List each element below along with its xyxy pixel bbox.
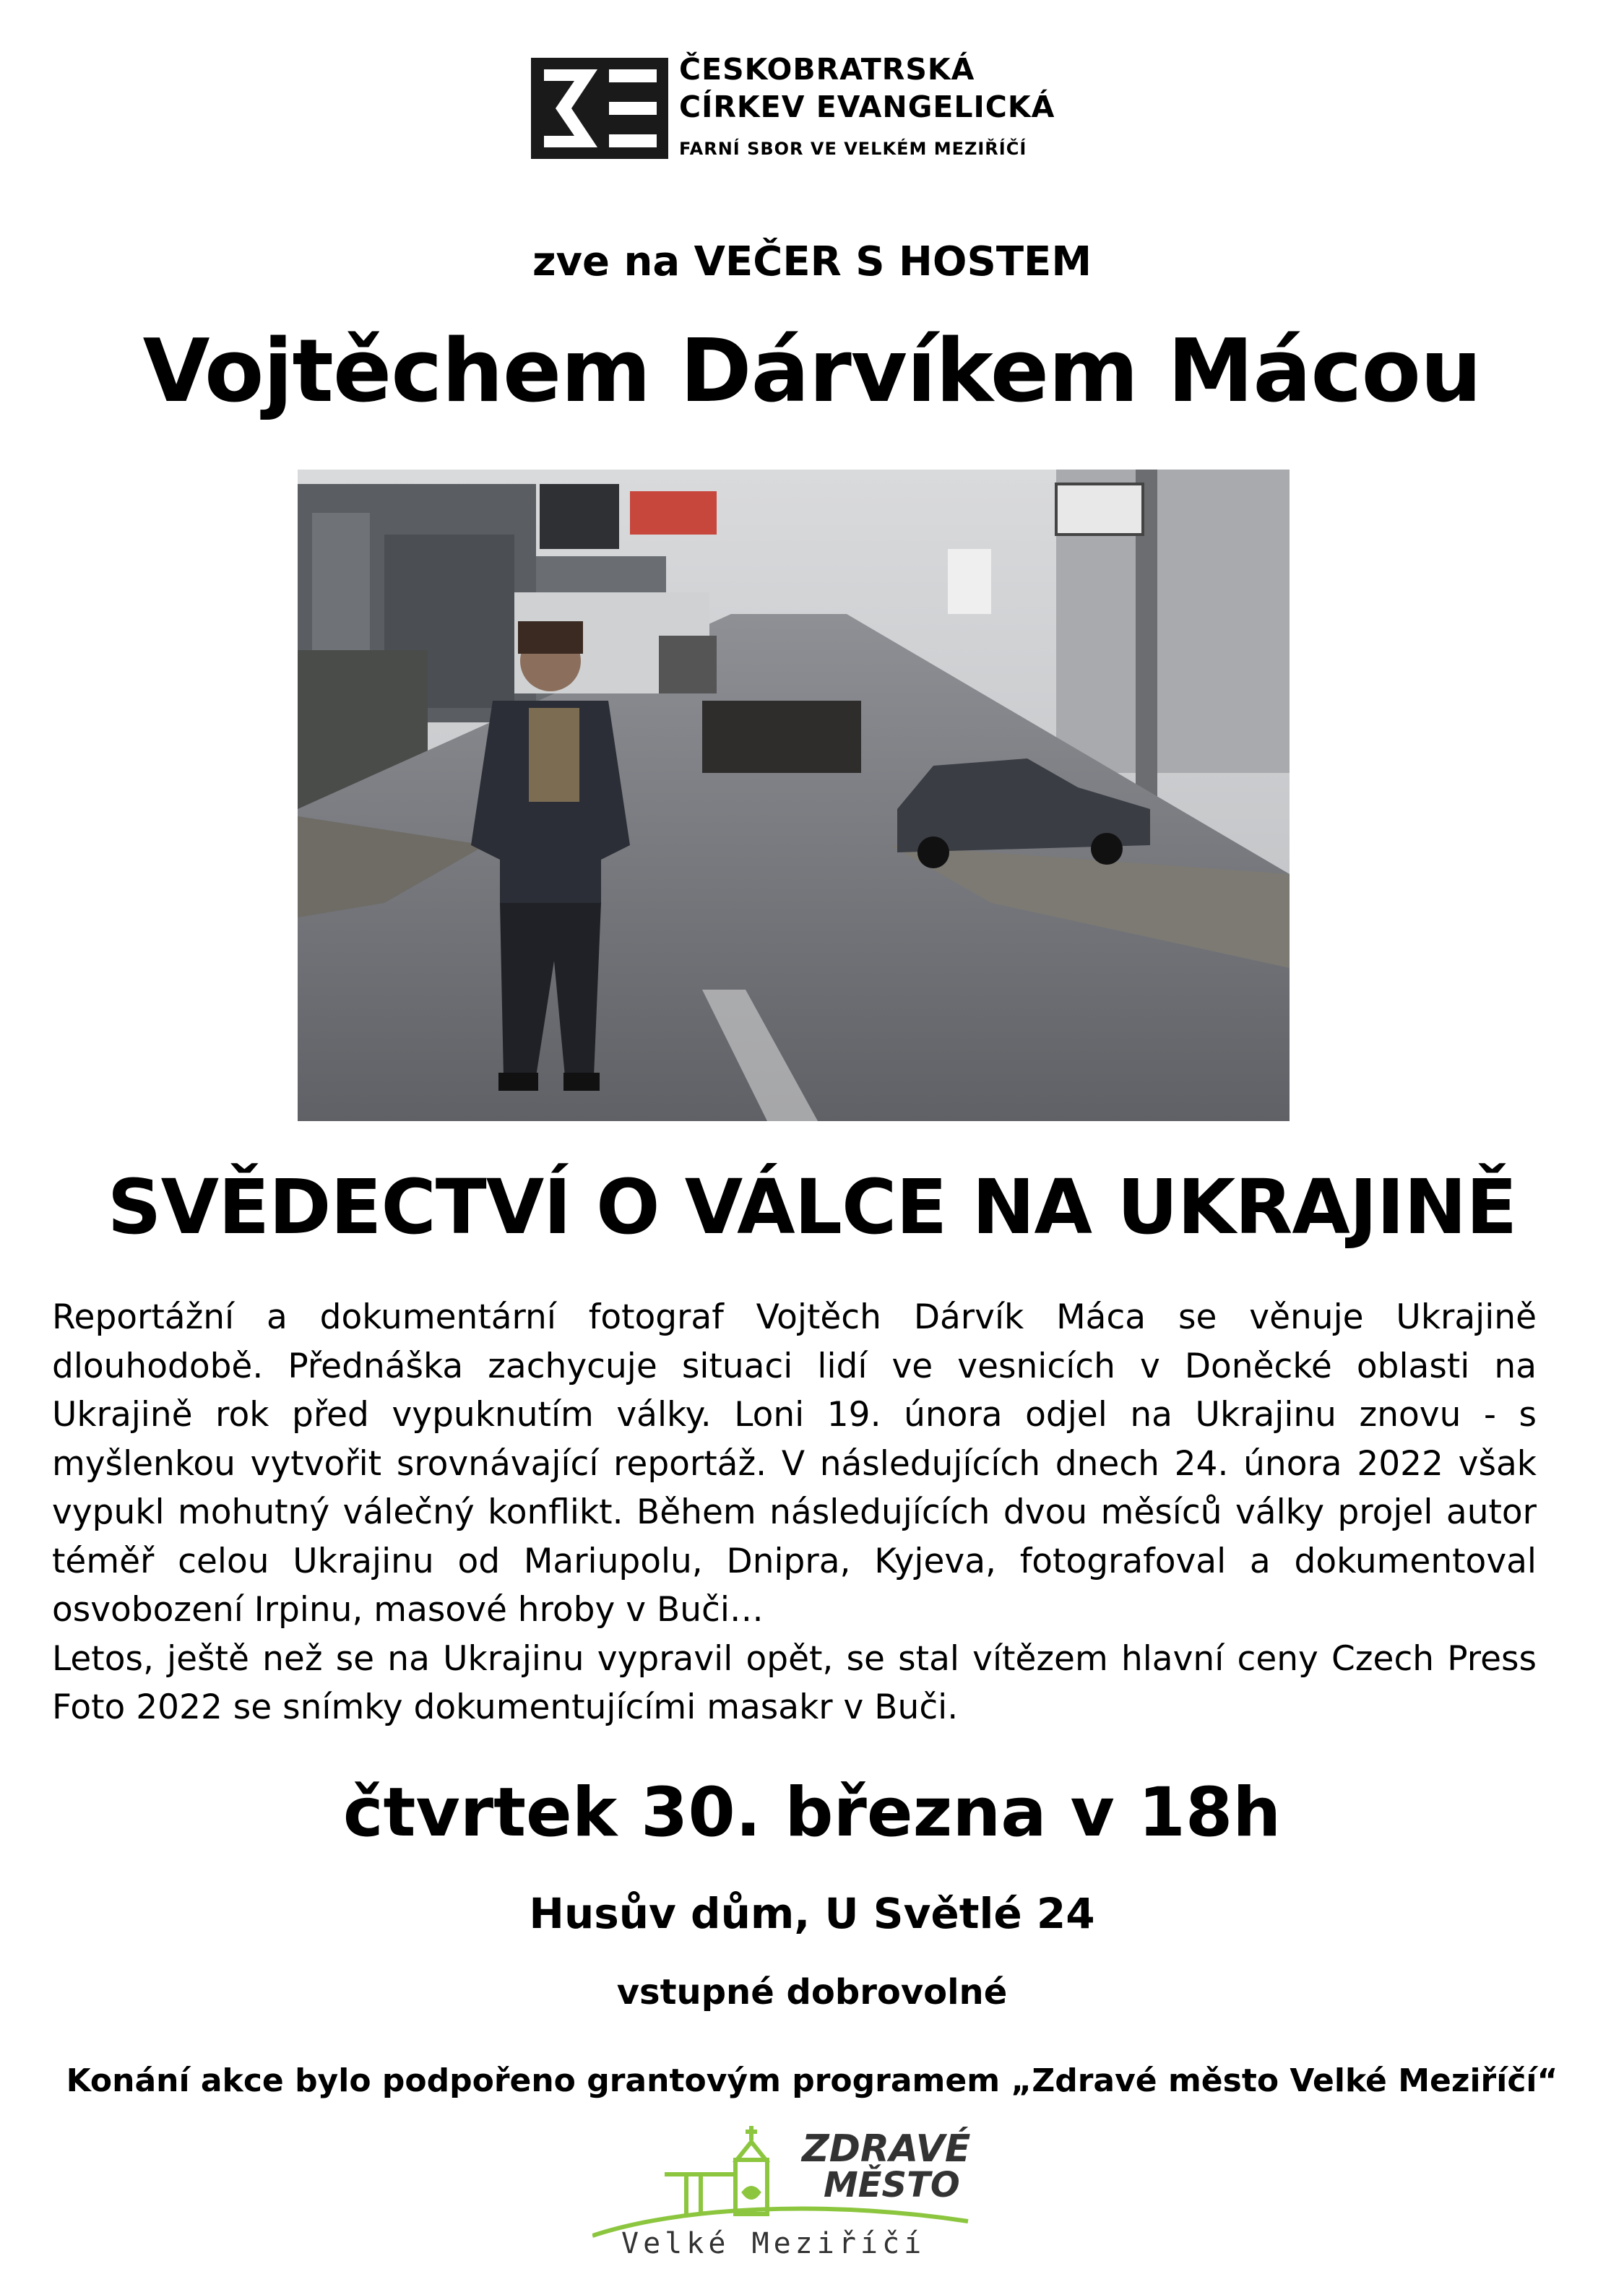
guest-name: Vojtěchem Dárvíkem Mácou <box>142 321 1482 422</box>
church-logo <box>531 51 1058 166</box>
lecture-title: SVĚDECTVÍ O VÁLCE NA UKRAJINĚ <box>107 1163 1517 1251</box>
war-street-photo-image <box>298 470 1290 1121</box>
mesto-text: MĚSTO <box>824 2165 960 2205</box>
org-name-line2: CÍRKEV EVANGELICKÁ <box>679 90 1055 124</box>
admission-note: vstupné dobrovolné <box>616 1972 1008 2013</box>
event-date: čtvrtek 30. března v 18h <box>342 1773 1282 1852</box>
org-name-line3: FARNÍ SBOR VE VELKÉM MEZIŘÍČÍ <box>679 139 1027 159</box>
event-place: Husův dům, U Světlé 24 <box>529 1889 1095 1938</box>
description <box>52 1293 1537 1732</box>
zdrave-mesto-logo <box>592 2120 997 2265</box>
zdrave-text: ZDRAVÉ <box>802 2127 971 2171</box>
invite-line: zve na VEČER S HOSTEM <box>532 238 1092 285</box>
org-name-line1: ČESKOBRATRSKÁ <box>679 52 975 87</box>
chalice-cross-logo-icon <box>531 58 668 159</box>
description-paragraph-1: Reportážní a dokumentární fotograf Vojtěch Dárvík Máca se věnuje Ukrajině dlouhodobě. Přednáška zachycuje situaci lidí ve vesnicích v Doněcké oblasti na Ukrajině rok před vypuknutím války. Loni 19. února odjel na Ukrajinu znovu - s myšlenkou vytvořit srovnávající reportáž. V následujících dnech 24. února 2022 však vypukl mohutný válečný konflikt. Během následujících dvou měsíců války projel autor téměř celou Ukrajinu od Mariupolu, Dnipra, Kyjeva, fotografoval a dokumentoval osvobození Irpinu, masové hroby v Buči… <box>52 1297 1537 1630</box>
description-paragraph-2: Letos, ještě než se na Ukrajinu vypravil opět, se stal vítězem hlavní ceny Czech Press Foto 2022 se snímky dokumentujícími masakr v Buči. <box>52 1638 1537 1727</box>
grant-note: Konání akce bylo podpořeno grantovým programem „Zdravé město Velké Meziříčí“ <box>66 2062 1558 2099</box>
city-name: Velké Meziříčí <box>621 2227 926 2260</box>
photographer-photo <box>298 470 1290 1121</box>
